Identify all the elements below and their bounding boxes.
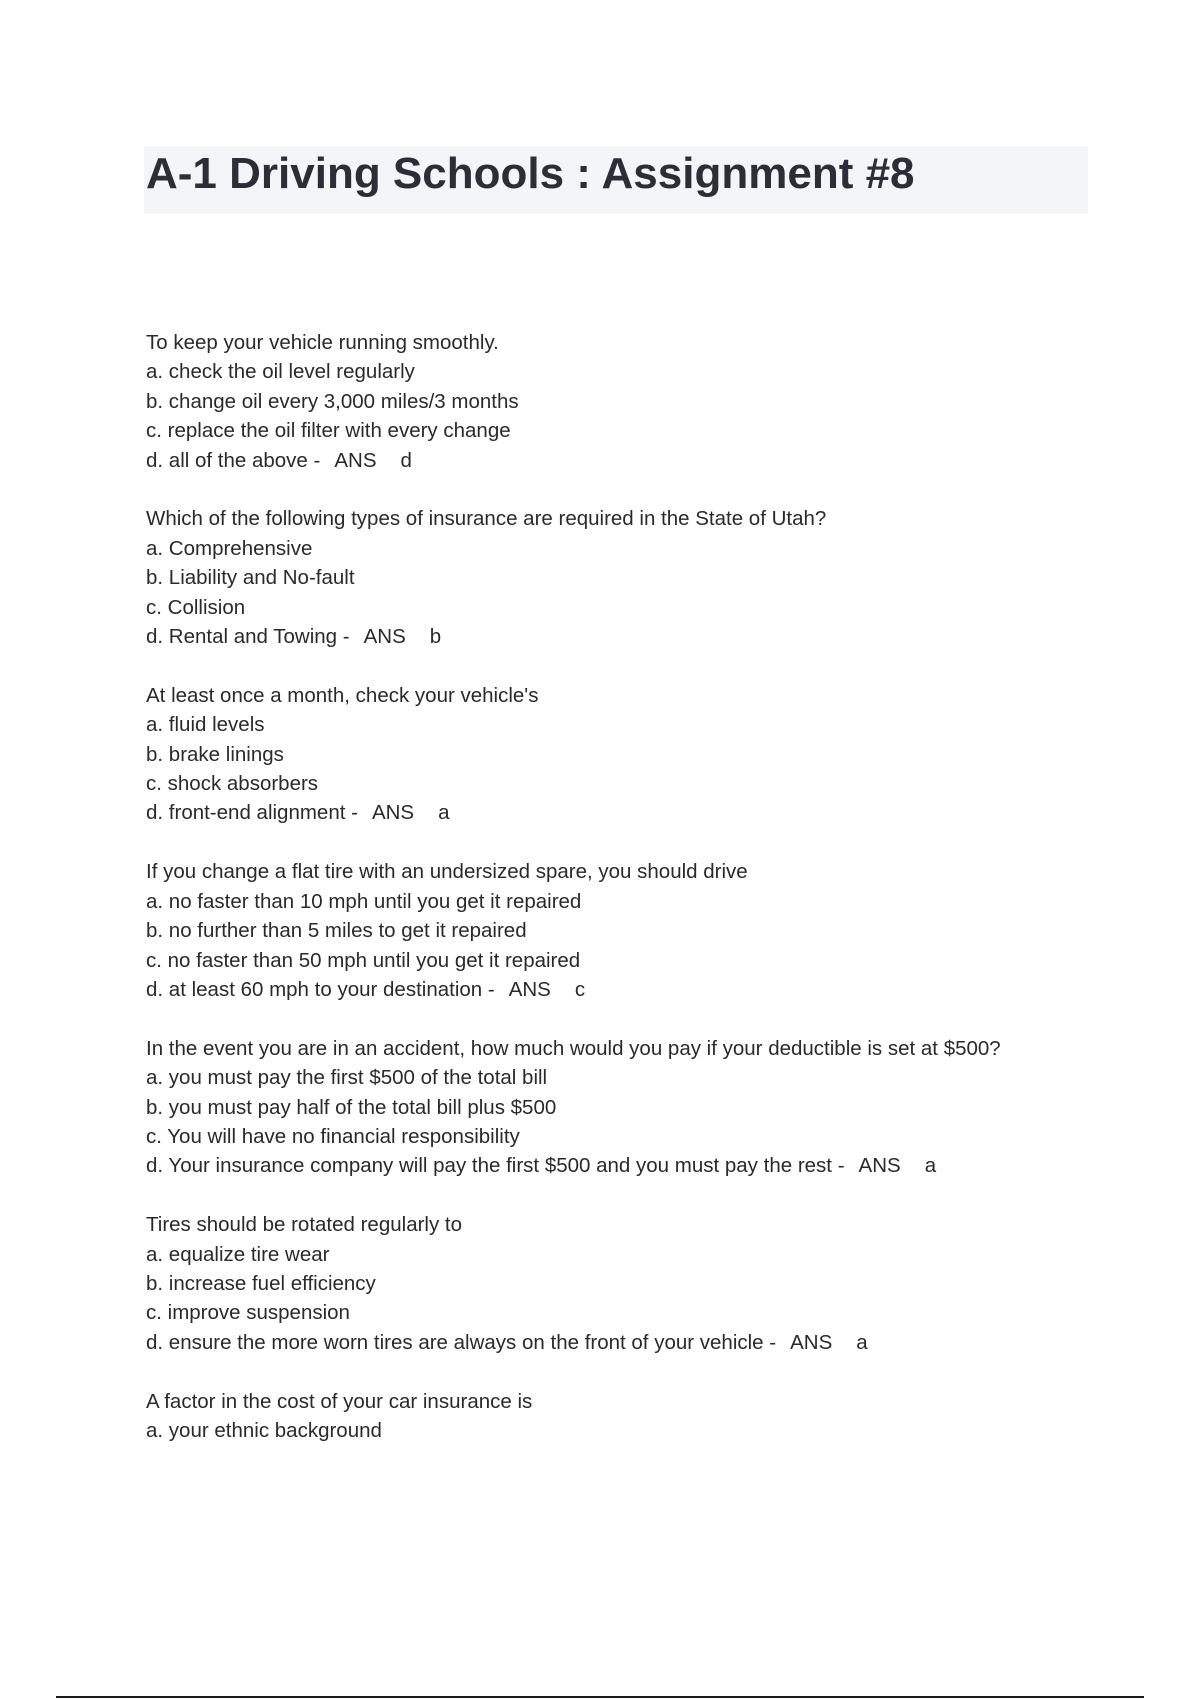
footer-divider xyxy=(56,1696,1144,1698)
option-a: a. fluid levels xyxy=(146,713,265,737)
option-c: c. replace the oil filter with every change xyxy=(146,419,511,443)
answer-label: ANS xyxy=(790,1330,833,1354)
option-c: c. You will have no financial responsibility xyxy=(146,1124,520,1148)
option-d-text: d. Rental and Towing - xyxy=(146,625,350,649)
option-b: b. change oil every 3,000 miles/3 months xyxy=(146,389,519,413)
option-d-text: d. Your insurance company will pay the first $500 and you must pay the rest - xyxy=(146,1154,845,1178)
answer-label: ANS xyxy=(858,1154,901,1178)
question-prompt: Which of the following types of insurance are required in the State of Utah? xyxy=(146,507,827,531)
question-block-3 xyxy=(146,681,1126,828)
question-list xyxy=(146,328,1126,1475)
answer-letter: a xyxy=(856,1330,868,1354)
answer-letter: a xyxy=(438,801,450,825)
option-c: c. shock absorbers xyxy=(146,772,319,796)
option-a: a. your ethnic background xyxy=(146,1419,382,1443)
question-prompt: A factor in the cost of your car insurance is xyxy=(146,1389,533,1413)
answer-label: ANS xyxy=(508,977,551,1001)
question-block-6 xyxy=(146,1210,1126,1357)
option-b: b. brake linings xyxy=(146,742,284,766)
question-block-7 xyxy=(146,1387,1126,1446)
option-a: a. check the oil level regularly xyxy=(146,360,415,384)
question-block-5 xyxy=(146,1034,1126,1181)
option-c: c. Collision xyxy=(146,595,246,619)
option-a: a. equalize tire wear xyxy=(146,1242,330,1266)
question-prompt: If you change a flat tire with an undersized spare, you should drive xyxy=(146,860,748,884)
option-a: a. no faster than 10 mph until you get it repaired xyxy=(146,889,582,913)
answer-letter: d xyxy=(400,448,412,472)
question-block-4 xyxy=(146,857,1126,1004)
option-b: b. increase fuel efficiency xyxy=(146,1272,376,1296)
option-d xyxy=(146,622,1126,651)
question-prompt: To keep your vehicle running smoothly. xyxy=(146,331,499,354)
option-d xyxy=(146,975,1126,1004)
option-a: a. Comprehensive xyxy=(146,536,313,560)
option-d xyxy=(146,798,1126,827)
option-d-text: d. front-end alignment - xyxy=(146,801,358,825)
option-b: b. no further than 5 miles to get it repaired xyxy=(146,919,527,943)
option-d xyxy=(146,446,1126,475)
question-prompt: At least once a month, check your vehicle's xyxy=(146,683,539,707)
option-d-text: d. all of the above - xyxy=(146,448,321,472)
option-d-text: d. ensure the more worn tires are always on the front of your vehicle - xyxy=(146,1330,777,1354)
option-d xyxy=(146,1328,1126,1357)
answer-letter: a xyxy=(924,1154,937,1178)
option-a: a. you must pay the first $500 of the total bill xyxy=(146,1066,548,1090)
option-d-text: d. at least 60 mph to your destination - xyxy=(146,977,495,1001)
document-title: A-1 Driving Schools : Assignment #8 xyxy=(146,149,915,198)
answer-label: ANS xyxy=(363,625,406,649)
question-block-2 xyxy=(146,504,1126,651)
option-b: b. Liability and No-fault xyxy=(146,566,355,590)
option-c: c. no faster than 50 mph until you get it repaired xyxy=(146,948,581,972)
answer-letter: b xyxy=(429,625,442,649)
answer-label: ANS xyxy=(371,801,415,825)
question-block-1 xyxy=(146,328,1126,475)
option-b: b. you must pay half of the total bill plus $500 xyxy=(146,1095,557,1119)
answer-label: ANS xyxy=(334,448,377,472)
option-c: c. improve suspension xyxy=(146,1301,350,1325)
option-d xyxy=(146,1151,1126,1180)
question-prompt: In the event you are in an accident, how much would you pay if your deductible is set at $500? xyxy=(146,1036,1001,1060)
question-prompt: Tires should be rotated regularly to xyxy=(146,1213,463,1237)
answer-letter: c xyxy=(574,977,586,1001)
